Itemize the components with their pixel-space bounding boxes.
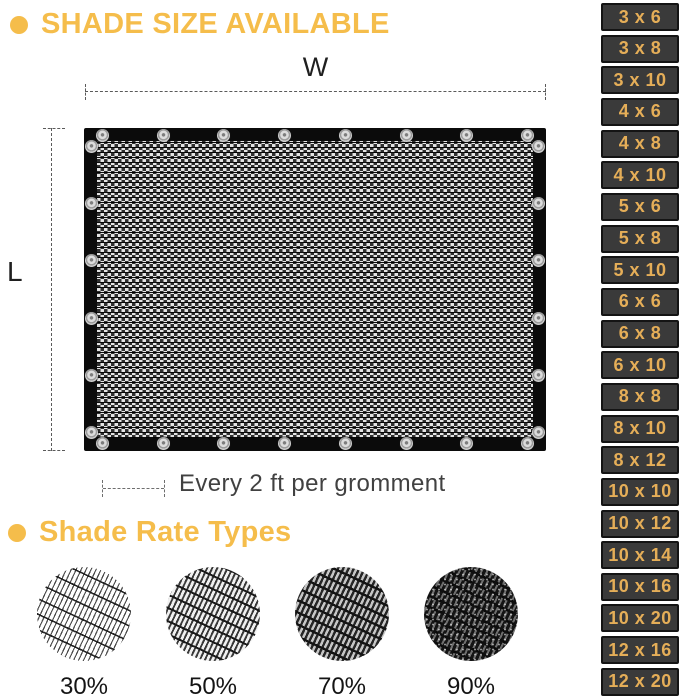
grommet-row-top <box>96 129 534 142</box>
shade-rate-label: 50% <box>188 673 238 698</box>
shade-rate-heading <box>8 516 291 549</box>
grommet-icon <box>157 437 170 450</box>
grommet-icon <box>532 369 545 382</box>
shade-rate-swatch <box>295 567 389 661</box>
shade-rate-item <box>36 567 132 698</box>
grommet-column-right <box>532 140 545 439</box>
grommet-icon <box>400 437 413 450</box>
grommet-icon <box>339 437 352 450</box>
size-chip: 4 x 10 <box>601 161 679 189</box>
shade-rate-label: 70% <box>317 673 367 698</box>
size-list <box>601 0 679 698</box>
grommet-row-bottom <box>96 437 534 450</box>
bullet-icon <box>8 524 26 542</box>
grommet-icon <box>157 129 170 142</box>
size-chip: 10 x 20 <box>601 604 679 632</box>
grommet-icon <box>85 426 98 439</box>
size-chip: 10 x 16 <box>601 573 679 601</box>
length-label: L <box>7 256 23 287</box>
grommet-spacing-measure <box>102 480 165 497</box>
size-chip: 3 x 6 <box>601 3 679 31</box>
size-chip: 5 x 8 <box>601 225 679 253</box>
size-chip: 6 x 6 <box>601 288 679 316</box>
grommet-spacing-note: Every 2 ft per gromment <box>179 470 446 497</box>
shade-rate-list <box>36 567 519 698</box>
shade-rate-label: 30% <box>59 673 109 698</box>
shade-mesh-texture <box>97 141 533 438</box>
shade-rate-item <box>423 567 519 698</box>
grommet-icon <box>217 129 230 142</box>
size-chip: 6 x 10 <box>601 351 679 379</box>
size-chip: 4 x 8 <box>601 130 679 158</box>
grommet-icon <box>278 437 291 450</box>
shade-net <box>84 128 546 451</box>
grommet-icon <box>532 312 545 325</box>
grommet-column-left <box>85 140 98 439</box>
grommet-icon <box>339 129 352 142</box>
size-chip: 8 x 12 <box>601 446 679 474</box>
size-chip: 4 x 6 <box>601 98 679 126</box>
shade-rate-title: Shade Rate Types <box>39 516 292 548</box>
size-chip: 10 x 12 <box>601 510 679 538</box>
shade-rate-item <box>165 567 261 698</box>
grommet-icon <box>85 254 98 267</box>
bullet-icon <box>10 16 28 34</box>
size-chip: 5 x 6 <box>601 193 679 221</box>
shade-size-title: SHADE SIZE AVAILABLE <box>41 8 390 40</box>
width-label: W <box>302 52 329 82</box>
grommet-icon <box>532 254 545 267</box>
shade-rate-item <box>294 567 390 698</box>
grommet-icon <box>400 129 413 142</box>
grommet-icon <box>532 140 545 153</box>
width-dimension-line <box>85 91 546 92</box>
grommet-icon <box>532 426 545 439</box>
size-chip: 3 x 8 <box>601 35 679 63</box>
grommet-icon <box>532 197 545 210</box>
shade-rate-swatch <box>166 567 260 661</box>
grommet-icon <box>85 140 98 153</box>
shade-rate-label: 90% <box>446 673 496 698</box>
grommet-icon <box>460 437 473 450</box>
grommet-icon <box>85 197 98 210</box>
size-chip: 5 x 10 <box>601 256 679 284</box>
size-chip: 3 x 10 <box>601 66 679 94</box>
size-chip: 12 x 20 <box>601 668 679 696</box>
size-chip: 12 x 16 <box>601 636 679 664</box>
size-chip: 8 x 8 <box>601 383 679 411</box>
shade-rate-swatch <box>424 567 518 661</box>
size-chip: 10 x 10 <box>601 478 679 506</box>
size-chip: 8 x 10 <box>601 415 679 443</box>
grommet-icon <box>460 129 473 142</box>
length-dimension-line <box>51 128 52 451</box>
grommet-icon <box>85 369 98 382</box>
shade-size-heading <box>10 8 390 41</box>
grommet-icon <box>85 312 98 325</box>
size-chip: 10 x 14 <box>601 541 679 569</box>
grommet-icon <box>278 129 291 142</box>
size-chip: 6 x 8 <box>601 320 679 348</box>
grommet-icon <box>217 437 230 450</box>
shade-rate-swatch <box>37 567 131 661</box>
